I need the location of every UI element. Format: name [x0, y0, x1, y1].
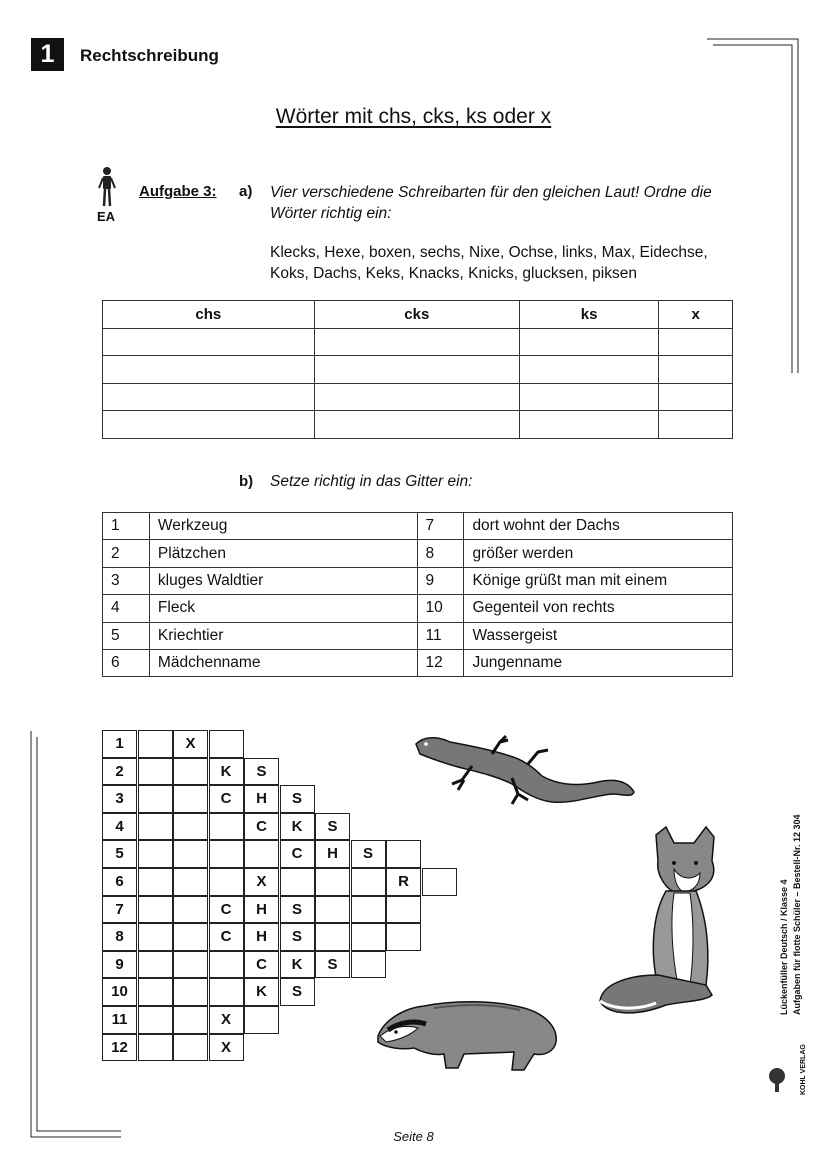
sort-table-cell[interactable] [103, 328, 315, 356]
sort-table-cell[interactable] [314, 328, 519, 356]
grid-cell[interactable] [138, 813, 173, 841]
task-label: Aufgabe 3: [139, 183, 217, 200]
grid-cell[interactable]: H [244, 896, 279, 924]
grid-row-label: 4 [102, 813, 137, 841]
sort-table-cell[interactable] [103, 356, 315, 384]
grid-cell[interactable] [173, 923, 208, 951]
grid-cell[interactable] [244, 840, 279, 868]
column-header-cks: cks [314, 301, 519, 329]
sort-table-cell[interactable] [103, 411, 315, 439]
clue-text: größer werden [464, 540, 733, 567]
grid-cell[interactable] [138, 1034, 173, 1062]
grid-cell[interactable] [351, 868, 386, 896]
grid-cell[interactable]: X [244, 868, 279, 896]
clue-number: 5 [103, 622, 150, 649]
grid-cell[interactable]: C [209, 785, 244, 813]
task-b-instruction: Setze richtig in das Gitter ein: [270, 473, 473, 490]
clue-text: dort wohnt der Dachs [464, 513, 733, 540]
grid-cell[interactable]: C [244, 951, 279, 979]
clue-text: Wassergeist [464, 622, 733, 649]
grid-cell[interactable] [386, 896, 421, 924]
task-a-instruction: Vier verschiedene Schreibarten für den gleichen Laut! Ordne die Wörter richtig ein: [270, 184, 712, 222]
grid-cell[interactable] [315, 923, 350, 951]
grid-row-label: 11 [102, 1006, 137, 1034]
grid-row-label: 8 [102, 923, 137, 951]
clue-text: Fleck [149, 595, 417, 622]
column-header-x: x [659, 301, 733, 329]
grid-cell[interactable] [209, 813, 244, 841]
grid-cell[interactable] [209, 730, 244, 758]
grid-cell[interactable]: X [173, 730, 208, 758]
word-list: Klecks, Hexe, boxen, sechs, Nixe, Ochse, links, Max, Eidechse, Koks, Dachs, Keks, Knacks, Knicks, glucksen, piksen [270, 244, 708, 282]
grid-cell[interactable] [173, 951, 208, 979]
grid-cell[interactable] [244, 1006, 279, 1034]
grid-cell[interactable] [173, 758, 208, 786]
grid-row-label: 12 [102, 1034, 137, 1062]
sort-table-cell[interactable] [659, 328, 733, 356]
clue-row [103, 622, 733, 649]
publisher-name: KOHL VERLAG [800, 1044, 807, 1095]
clue-text: Mädchenname [149, 649, 417, 676]
task-a-marker: a) [239, 183, 253, 200]
lizard-illustration [412, 732, 638, 822]
grid-cell[interactable] [138, 951, 173, 979]
clue-number: 2 [103, 540, 150, 567]
sort-table-header-row [103, 301, 733, 329]
clue-text: Werkzeug [149, 513, 417, 540]
grid-cell[interactable] [138, 840, 173, 868]
grid-cell[interactable] [351, 923, 386, 951]
clue-text: Jungenname [464, 649, 733, 676]
clue-number: 1 [103, 513, 150, 540]
grid-cell[interactable]: S [315, 951, 350, 979]
grid-cell[interactable]: X [209, 1034, 244, 1062]
sort-table-cell[interactable] [659, 411, 733, 439]
sort-table-row [103, 411, 733, 439]
publisher-logo-icon [766, 1064, 788, 1094]
grid-cell[interactable] [386, 923, 421, 951]
grid-cell[interactable] [315, 896, 350, 924]
sort-table-cell[interactable] [659, 356, 733, 384]
grid-cell[interactable] [173, 840, 208, 868]
sort-table-cell[interactable] [314, 383, 519, 411]
grid-cell[interactable] [138, 1006, 173, 1034]
grid-cell[interactable]: X [209, 1006, 244, 1034]
clue-text: Könige grüßt man mit einem [464, 567, 733, 594]
page-title: Wörter mit chs, cks, ks oder x [275, 105, 552, 128]
clue-row [103, 595, 733, 622]
sort-table-cell[interactable] [103, 383, 315, 411]
grid-row-label: 7 [102, 896, 137, 924]
sort-table-cell[interactable] [314, 411, 519, 439]
clue-row [103, 513, 733, 540]
grid-row-label: 5 [102, 840, 137, 868]
grid-cell[interactable] [209, 868, 244, 896]
clue-number: 7 [417, 513, 464, 540]
grid-cell[interactable] [138, 923, 173, 951]
grid-cell[interactable]: S [280, 923, 315, 951]
sort-table-row [103, 383, 733, 411]
clue-number: 10 [417, 595, 464, 622]
grid-row-label: 10 [102, 978, 137, 1006]
grid-cell[interactable] [173, 978, 208, 1006]
ea-label: EA [97, 209, 116, 224]
grid-cell[interactable] [138, 785, 173, 813]
column-header-chs: chs [103, 301, 315, 329]
side-text-line2: Aufgaben für flotte Schüler – Bestell-Nr. 12 304 [792, 814, 802, 1015]
grid-cell[interactable] [209, 978, 244, 1006]
grid-cell[interactable] [351, 896, 386, 924]
grid-cell[interactable] [173, 1006, 208, 1034]
chapter-number: 1 [31, 38, 64, 71]
sort-table-cell[interactable] [659, 383, 733, 411]
task-b-marker: b) [239, 473, 254, 490]
grid-cell[interactable]: R [386, 868, 421, 896]
grid-cell[interactable] [280, 868, 315, 896]
grid-cell[interactable] [351, 951, 386, 979]
grid-cell[interactable]: S [315, 813, 350, 841]
grid-cell[interactable]: C [209, 896, 244, 924]
clue-text: Kriechtier [149, 622, 417, 649]
grid-row-label: 3 [102, 785, 137, 813]
clue-number: 9 [417, 567, 464, 594]
sort-table-cell[interactable] [314, 356, 519, 384]
clue-text: Plätzchen [149, 540, 417, 567]
column-header-ks: ks [519, 301, 658, 329]
sort-table-row [103, 328, 733, 356]
grid-cell[interactable]: S [244, 758, 279, 786]
grid-cell[interactable]: S [280, 785, 315, 813]
grid-cell[interactable]: K [280, 813, 315, 841]
person-icon [97, 166, 117, 208]
grid-cell[interactable] [315, 868, 350, 896]
grid-row-label: 1 [102, 730, 137, 758]
sort-table-row [103, 356, 733, 384]
grid-cell[interactable]: C [244, 813, 279, 841]
clue-text: kluges Waldtier [149, 567, 417, 594]
sort-table [102, 300, 733, 439]
grid-cell[interactable] [138, 758, 173, 786]
clue-table [102, 512, 733, 677]
sort-table-cell[interactable] [519, 383, 658, 411]
clue-text: Gegenteil von rechts [464, 595, 733, 622]
grid-cell[interactable] [422, 868, 457, 896]
clue-number: 3 [103, 567, 150, 594]
grid-cell[interactable]: S [280, 896, 315, 924]
clue-row [103, 649, 733, 676]
grid-cell[interactable] [173, 1034, 208, 1062]
grid-cell[interactable]: S [351, 840, 386, 868]
grid-cell[interactable]: H [244, 785, 279, 813]
fox-illustration [596, 825, 736, 1021]
grid-cell[interactable]: C [280, 840, 315, 868]
clue-number: 6 [103, 649, 150, 676]
grid-cell[interactable] [138, 978, 173, 1006]
page-footer: Seite 8 [393, 1129, 434, 1144]
clue-row [103, 567, 733, 594]
grid-cell[interactable]: K [209, 758, 244, 786]
grid-cell[interactable] [173, 868, 208, 896]
grid-cell[interactable]: K [244, 978, 279, 1006]
grid-cell[interactable] [386, 840, 421, 868]
sort-table-cell[interactable] [519, 411, 658, 439]
clue-row [103, 540, 733, 567]
grid-row-label: 2 [102, 758, 137, 786]
badger-illustration [374, 990, 560, 1072]
sort-table-cell[interactable] [519, 356, 658, 384]
grid-cell[interactable]: C [209, 923, 244, 951]
side-text-line1: Lückenfüller Deutsch / Klasse 4 [779, 879, 789, 1015]
clue-number: 4 [103, 595, 150, 622]
grid-cell[interactable] [173, 785, 208, 813]
clue-number: 8 [417, 540, 464, 567]
grid-cell[interactable]: H [244, 923, 279, 951]
chapter-title: Rechtschreibung [80, 46, 219, 65]
grid-row-label: 9 [102, 951, 137, 979]
grid-cell[interactable] [209, 951, 244, 979]
grid-cell[interactable]: H [315, 840, 350, 868]
grid-cell[interactable] [138, 730, 173, 758]
grid-cell[interactable]: S [280, 978, 315, 1006]
grid-cell[interactable] [138, 896, 173, 924]
grid-cell[interactable] [173, 896, 208, 924]
grid-cell[interactable]: K [280, 951, 315, 979]
grid-cell[interactable] [209, 840, 244, 868]
grid-row-label: 6 [102, 868, 137, 896]
grid-cell[interactable] [138, 868, 173, 896]
sort-table-cell[interactable] [519, 328, 658, 356]
clue-number: 11 [417, 622, 464, 649]
grid-cell[interactable] [173, 813, 208, 841]
clue-number: 12 [417, 649, 464, 676]
